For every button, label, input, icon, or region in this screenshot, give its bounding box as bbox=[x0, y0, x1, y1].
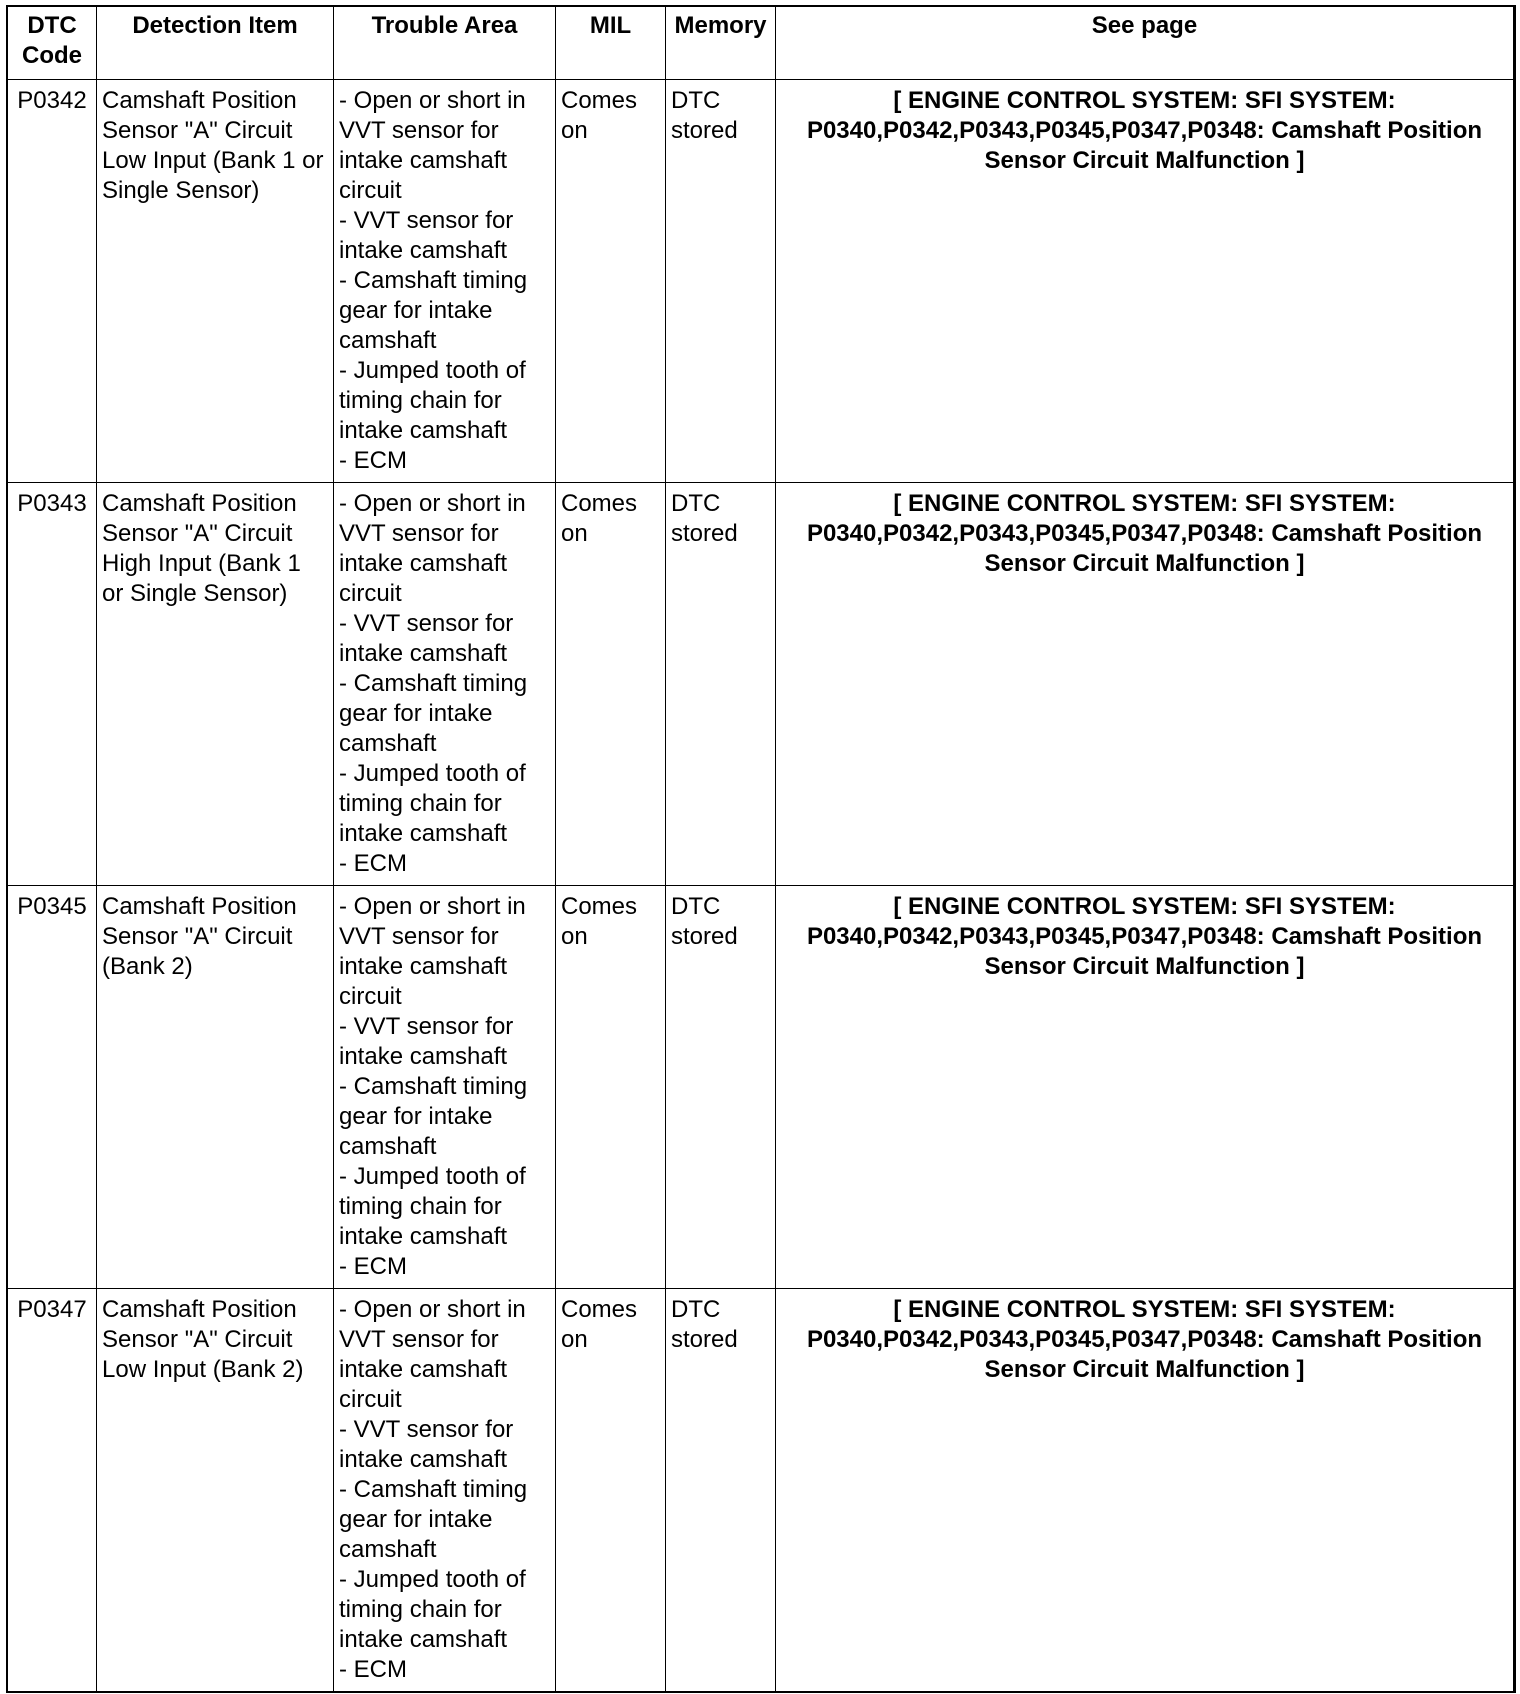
see-page-link[interactable]: [ ENGINE CONTROL SYSTEM: SFI SYSTEM: P0340,P0342,P0343,P0345,P0347,P0348: Camshaft Position Sensor Circuit Malfunction ] bbox=[776, 886, 1514, 1289]
table-row bbox=[8, 886, 1514, 1289]
trouble-area-cell: - Open or short in VVT sensor for intake camshaft circuit - VVT sensor for intake camshaft - Camshaft timing gear for intake camshaft - Jumped tooth of timing chain for intake camshaft - ECM bbox=[334, 80, 556, 483]
table-row bbox=[8, 1289, 1514, 1693]
mil-cell: Comes on bbox=[556, 886, 666, 1289]
memory-cell: DTC stored bbox=[666, 886, 776, 1289]
header-dtc-code: DTC Code bbox=[8, 7, 97, 80]
detection-item-cell: Camshaft Position Sensor "A" Circuit Low Input (Bank 1 or Single Sensor) bbox=[97, 80, 334, 483]
memory-cell: DTC stored bbox=[666, 483, 776, 886]
mil-cell: Comes on bbox=[556, 483, 666, 886]
dtc-code-cell: P0347 bbox=[8, 1289, 97, 1693]
see-page-link[interactable]: [ ENGINE CONTROL SYSTEM: SFI SYSTEM: P0340,P0342,P0343,P0345,P0347,P0348: Camshaft Position Sensor Circuit Malfunction ] bbox=[776, 80, 1514, 483]
see-page-link[interactable]: [ ENGINE CONTROL SYSTEM: SFI SYSTEM: P0340,P0342,P0343,P0345,P0347,P0348: Camshaft Position Sensor Circuit Malfunction ] bbox=[776, 483, 1514, 886]
header-trouble-area: Trouble Area bbox=[334, 7, 556, 80]
dtc-code-cell: P0345 bbox=[8, 886, 97, 1289]
header-memory: Memory bbox=[666, 7, 776, 80]
trouble-area-cell: - Open or short in VVT sensor for intake camshaft circuit - VVT sensor for intake camshaft - Camshaft timing gear for intake camshaft - Jumped tooth of timing chain for intake camshaft - ECM bbox=[334, 483, 556, 886]
table-row bbox=[8, 80, 1514, 483]
detection-item-cell: Camshaft Position Sensor "A" Circuit High Input (Bank 1 or Single Sensor) bbox=[97, 483, 334, 886]
see-page-link[interactable]: [ ENGINE CONTROL SYSTEM: SFI SYSTEM: P0340,P0342,P0343,P0345,P0347,P0348: Camshaft Position Sensor Circuit Malfunction ] bbox=[776, 1289, 1514, 1693]
memory-cell: DTC stored bbox=[666, 1289, 776, 1693]
header-mil: MIL bbox=[556, 7, 666, 80]
table-header-row bbox=[8, 7, 1514, 80]
header-see-page: See page bbox=[776, 7, 1514, 80]
dtc-code-cell: P0342 bbox=[8, 80, 97, 483]
detection-item-cell: Camshaft Position Sensor "A" Circuit Low Input (Bank 2) bbox=[97, 1289, 334, 1693]
trouble-area-cell: - Open or short in VVT sensor for intake camshaft circuit - VVT sensor for intake camshaft - Camshaft timing gear for intake camshaft - Jumped tooth of timing chain for intake camshaft - ECM bbox=[334, 886, 556, 1289]
mil-cell: Comes on bbox=[556, 80, 666, 483]
header-detection-item: Detection Item bbox=[97, 7, 334, 80]
dtc-table bbox=[7, 6, 1514, 1693]
detection-item-cell: Camshaft Position Sensor "A" Circuit (Bank 2) bbox=[97, 886, 334, 1289]
mil-cell: Comes on bbox=[556, 1289, 666, 1693]
trouble-area-cell: - Open or short in VVT sensor for intake camshaft circuit - VVT sensor for intake camshaft - Camshaft timing gear for intake camshaft - Jumped tooth of timing chain for intake camshaft - ECM bbox=[334, 1289, 556, 1693]
dtc-code-cell: P0343 bbox=[8, 483, 97, 886]
memory-cell: DTC stored bbox=[666, 80, 776, 483]
table-row bbox=[8, 483, 1514, 886]
